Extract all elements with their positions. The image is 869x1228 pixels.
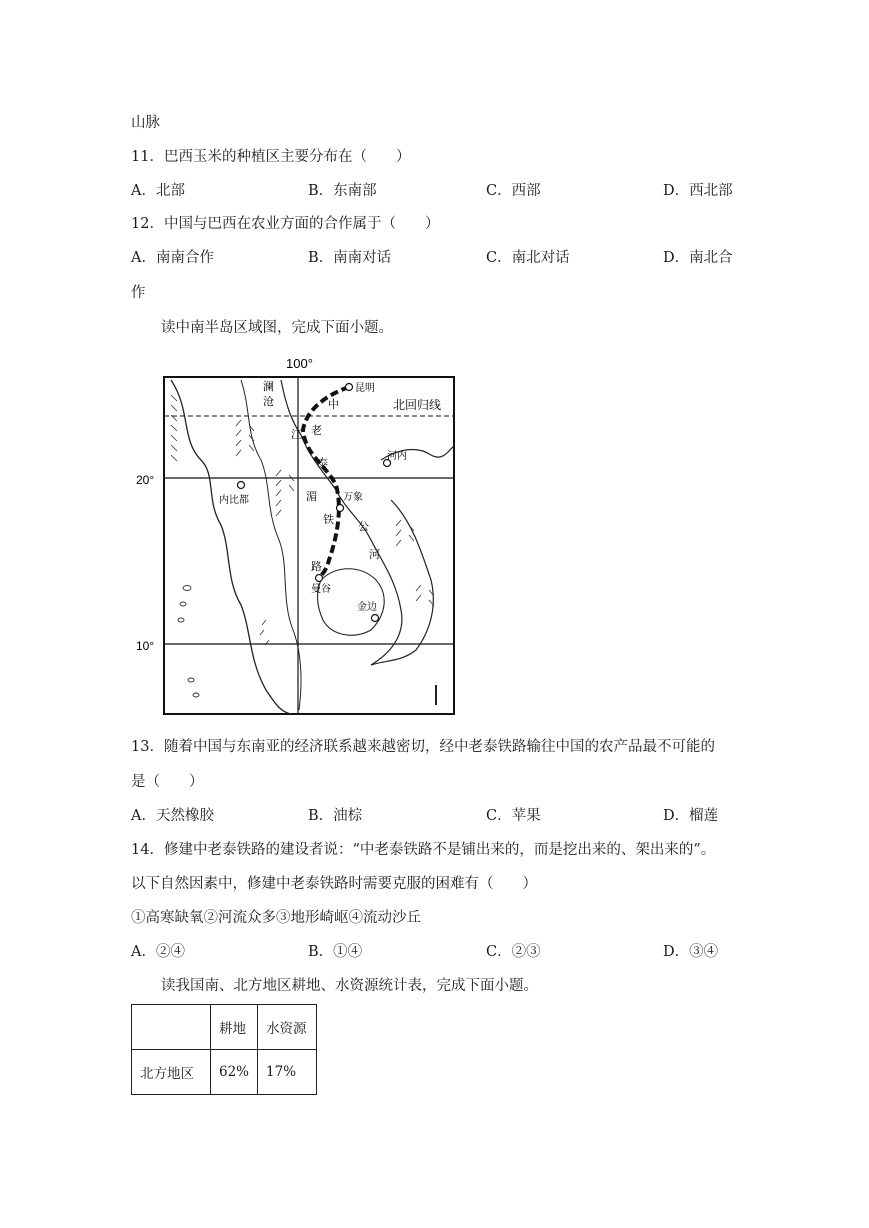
q14-option-b: B．①④	[308, 944, 363, 960]
longitude-label: 100°	[286, 356, 313, 371]
mekong-char-1: 湄	[306, 490, 317, 503]
question-12: 12．中国与巴西在农业方面的合作属于（ ）	[131, 216, 440, 232]
line-mountain: 山脉	[131, 115, 160, 131]
q12-option-a: A．南南合作	[131, 250, 214, 266]
mekong-char-3: 河	[369, 548, 380, 561]
city-naypyidaw: 内比都	[219, 495, 249, 506]
question-13-line-2: 是（ ）	[131, 774, 204, 790]
question-13-line-1: 13．随着中国与东南亚的经济联系越来越密切，经中老泰铁路输往中国的农产品最不可能的	[131, 739, 715, 755]
table-cell-region: 北方地区	[132, 1050, 211, 1095]
q12-option-b: B．南南对话	[308, 250, 392, 266]
q11-option-a: A．北部	[131, 183, 185, 199]
railway-char-2: 老	[311, 424, 322, 437]
railway-char-3: 泰	[317, 457, 328, 470]
q11-option-c: C．西部	[486, 183, 541, 199]
q12-option-d: D．南北合	[663, 250, 733, 266]
table-header-farmland: 耕地	[211, 1005, 258, 1050]
q11-option-b: B．东南部	[308, 183, 377, 199]
question-14-line-3: ①高寒缺氧②河流众多③地形崎岖④流动沙丘	[131, 910, 421, 926]
city-bangkok: 曼谷	[311, 584, 331, 595]
latitude-20-label: 20°	[136, 473, 155, 487]
q14-option-d: D．③④	[663, 944, 719, 960]
q14-option-c: C．②③	[486, 944, 541, 960]
q13-option-c: C．苹果	[486, 808, 541, 824]
q13-option-d: D．榴莲	[663, 808, 719, 824]
city-vientiane: 万象	[343, 492, 363, 503]
lancang-char-2: 沧	[263, 395, 274, 408]
table-header-row	[132, 1005, 317, 1050]
q13-option-b: B．油棕	[308, 808, 363, 824]
city-phnompenh: 金边	[357, 602, 377, 613]
lancang-char-1: 澜	[263, 380, 274, 393]
stats-table	[131, 1004, 317, 1095]
railway-char-1: 中	[328, 398, 339, 411]
q11-option-d: D．西北部	[663, 183, 733, 199]
indochina-map	[131, 350, 471, 720]
map-intro: 读中南半岛区域图，完成下面小题。	[161, 320, 393, 336]
q12-option-c: C．南北对话	[486, 250, 570, 266]
table-header-empty	[132, 1005, 211, 1050]
table-cell-water: 17%	[258, 1050, 317, 1095]
latitude-10-label: 10°	[136, 639, 155, 653]
question-14-line-2: 以下自然因素中，修建中老泰铁路时需要克服的困难有（ ）	[131, 876, 537, 892]
q14-option-a: A．②④	[131, 944, 185, 960]
table-cell-farmland: 62%	[211, 1050, 258, 1095]
question-12-continued: 作	[131, 285, 146, 301]
tropic-label: 北回归线	[393, 398, 442, 412]
railway-char-4: 铁	[323, 513, 334, 526]
table-row	[132, 1050, 317, 1095]
q13-option-a: A．天然橡胶	[131, 808, 214, 824]
question-14-line-1: 14．修建中老泰铁路的建设者说：“中老泰铁路不是铺出来的，而是挖出来的、架出来的”。	[131, 842, 716, 858]
railway-char-5: 路	[311, 560, 322, 573]
question-11: 11．巴西玉米的种植区主要分布在（ ）	[131, 149, 411, 165]
table-intro: 读我国南、北方地区耕地、水资源统计表，完成下面小题。	[161, 978, 538, 994]
mekong-char-2: 公	[358, 520, 369, 533]
table-header-water: 水资源	[258, 1005, 317, 1050]
city-kunming: 昆明	[355, 383, 375, 394]
city-hanoi: 河内	[387, 451, 407, 462]
lancang-char-3: 江	[291, 428, 302, 441]
